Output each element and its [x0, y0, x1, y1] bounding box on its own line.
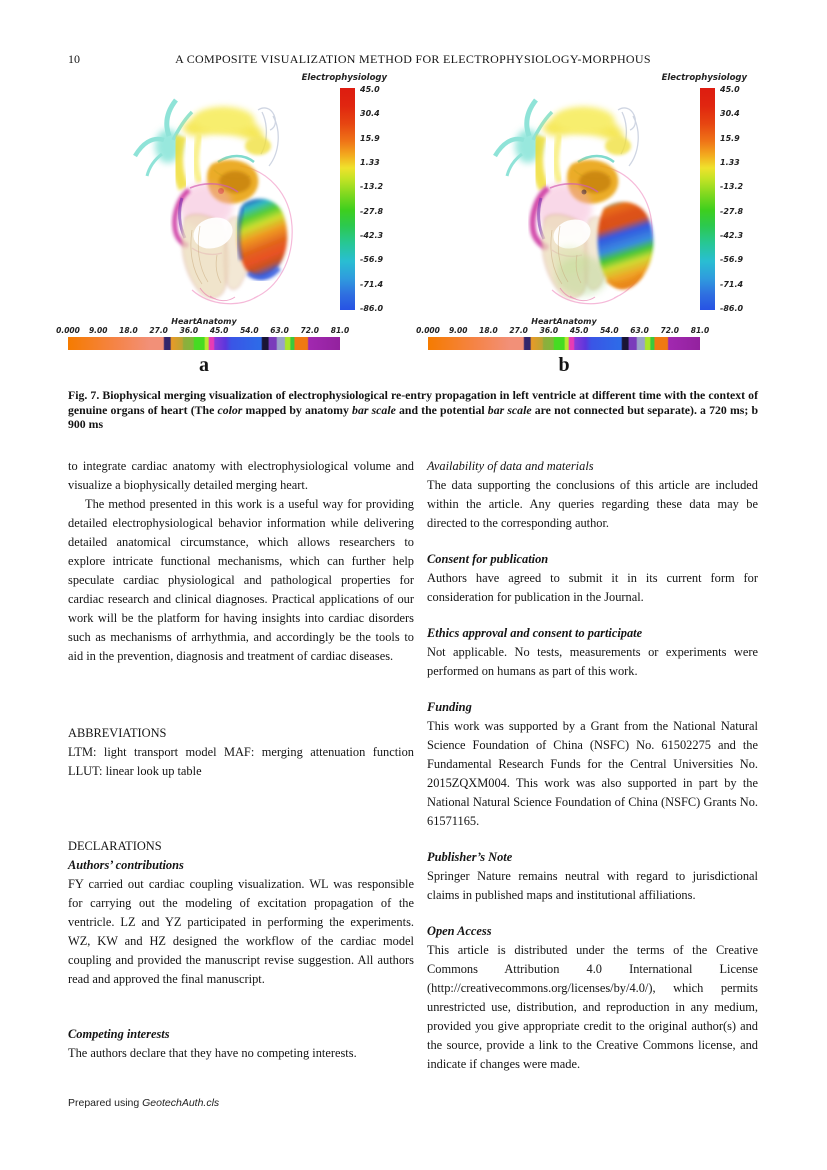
section-spacer — [427, 905, 758, 922]
ep-colorbar-tick: -71.4 — [720, 279, 744, 289]
section-spacer — [427, 533, 758, 550]
paragraph: This article is distributed under the terms of the Creative Commons Attribution 4.0 International License (http://creativecommons.org/licenses/by/4.0/), which permits unrestricted use, distribution, and reproduction in any medium, provided you give appropriate credit to the original author(s) and the source, provide a link to the Creative Commons license, and indicate if changes were made. — [427, 943, 758, 1071]
anatomy-colorbar-tick: 45.0 — [569, 326, 589, 335]
panel-letter-a: a — [199, 354, 209, 376]
section-spacer — [427, 681, 758, 698]
anatomy-colorbar-gradient — [428, 337, 700, 350]
caption-italic-term: color — [217, 402, 243, 417]
ep-colorbar-tick: 30.4 — [360, 109, 380, 119]
anatomy-colorbar-tick: 45.0 — [209, 326, 229, 335]
electrophysiology-colorbar-b — [661, 73, 748, 313]
anatomy-colorbar-tick: 81.0 — [330, 326, 350, 335]
paragraph: to integrate cardiac anatomy with electrophysiological volume and visualize a biophysically detailed merging heart. — [68, 459, 414, 492]
anatomy-colorbar-tick: 0.000 — [416, 326, 440, 335]
panel-letter-b: b — [558, 354, 570, 376]
ep-colorbar-tick: 15.9 — [360, 133, 380, 143]
ep-colorbar-tick: -13.2 — [360, 182, 384, 192]
anatomy-colorbar-tick: 81.0 — [690, 326, 710, 335]
figure-7 — [56, 70, 767, 377]
ep-colorbar-tick: -56.9 — [720, 255, 744, 265]
colorbar-ticks — [720, 85, 743, 313]
anatomy-colorbar-ticks — [416, 326, 710, 336]
paragraph: The authors declare that they have no competing interests. — [68, 1046, 357, 1060]
ep-colorbar-tick: -27.8 — [720, 206, 744, 216]
anatomy-colorbar-tick: 36.0 — [179, 326, 199, 335]
ep-colorbar-tick: 30.4 — [720, 109, 740, 119]
anatomy-colorbar-tick: 63.0 — [630, 326, 649, 335]
colorbar-title: Electrophysiology — [301, 73, 388, 83]
heart-visualization-b — [432, 70, 694, 310]
reentry-potential-patch — [598, 202, 654, 290]
ep-colorbar-tick: 1.33 — [360, 157, 380, 167]
caption-italic-term: bar scale — [352, 402, 396, 417]
anatomy-colorbar-tick: 72.0 — [300, 326, 320, 335]
left-column — [68, 457, 414, 1074]
section-heading: Ethics approval and consent to participate — [427, 626, 643, 640]
paragraph: The method presented in this work is a useful way for providing detailed electrophysiological behavior information while delivering detailed anatomical circumstance, which allows researchers to explore intricate functional mechanisms, which can further help speculate cardiac physiological and pathological properties for cardiac research and clinical diagnoses. Practical applications of our work will be the platform for having insights into cardiac disorders such as mechanisms of arrhythmia, and accordingly be the tools to aid in the prevention, diagnosis and treatment of cardiac diseases. — [68, 497, 414, 663]
section-heading: Consent for publication — [427, 552, 549, 566]
paragraph: FY carried out cardiac coupling visualization. WL was responsible for carrying out the modeling of excitation propagation of the ventricle. LZ and YZ participated in performing the experiments. WZ, KW and HZ designed the workflow of the cardiac model coupling and provided the manuscript revise suggestion. All authors read and approved the final manuscript. — [68, 877, 414, 986]
ep-colorbar-tick: -27.8 — [360, 206, 384, 216]
section-spacer — [427, 607, 758, 624]
heart-visualization-a — [72, 70, 334, 310]
anatomy-colorbar-tick: 9.00 — [88, 326, 108, 335]
anatomy-colorbar-tick: 9.00 — [448, 326, 468, 335]
anatomy-colorbar-gradient — [68, 337, 340, 350]
anatomy-colorbar-tick: 63.0 — [270, 326, 289, 335]
running-title: A COMPOSITE VISUALIZATION METHOD FOR ELECTROPHYSIOLOGY-MORPHOUS — [175, 52, 651, 66]
anatomy-colorbar-tick: 18.0 — [119, 326, 138, 335]
caption-text: mapped by anatomy — [242, 402, 353, 417]
anatomy-colorbar-tick: 36.0 — [539, 326, 559, 335]
colorbar-ticks — [360, 85, 383, 313]
section-heading: Open Access — [427, 924, 492, 938]
page-footer — [68, 1097, 219, 1109]
figure-panel-a — [56, 70, 406, 377]
ep-colorbar-tick: -56.9 — [360, 255, 384, 265]
paragraph: The data supporting the conclusions of this article are included within the article. Any queries regarding these data may be directed to the corresponding author. — [427, 478, 758, 530]
ep-colorbar-tick: 1.33 — [720, 157, 740, 167]
section-heading: Competing interests — [68, 1027, 170, 1041]
heart-anatomy-colorbar-a — [56, 317, 350, 377]
colorbar-gradient — [340, 88, 355, 310]
colorbar-gradient — [700, 88, 715, 310]
paragraph: LTM: light transport model MAF: merging attenuation function LLUT: linear look up table — [68, 745, 414, 778]
paragraph: Springer Nature remains neutral with regard to jurisdictional claims in published maps and institutional affiliations. — [427, 869, 758, 902]
ep-colorbar-tick: -71.4 — [360, 279, 384, 289]
section-heading: Availability of data and materials — [427, 459, 594, 473]
section-spacer — [427, 831, 758, 848]
anatomy-colorbar-tick: 27.0 — [509, 326, 528, 335]
paragraph: Not applicable. No tests, measurements or experiments were performed on humans as part of this work. — [427, 645, 758, 678]
section-spacer — [68, 989, 414, 1025]
section-spacer — [68, 781, 414, 837]
body-text — [68, 457, 758, 1074]
section-heading: Authors’ contributions — [68, 858, 184, 872]
section-spacer — [68, 666, 414, 724]
paragraph: Authors have agreed to submit it in its current form for consideration for publication in the Journal. — [427, 571, 758, 604]
anatomy-colorbar-tick: 0.000 — [56, 326, 80, 335]
anatomy-colorbar-title: HeartAnatomy — [171, 317, 237, 326]
caption-text: and the potential — [395, 402, 488, 417]
ep-colorbar-tick: 15.9 — [720, 133, 740, 143]
anatomy-colorbar-tick: 54.0 — [240, 326, 259, 335]
ep-colorbar-tick: 45.0 — [720, 85, 740, 94]
section-heading: DECLARATIONS — [68, 839, 162, 853]
anatomy-colorbar-title: HeartAnatomy — [531, 317, 597, 326]
figure-caption — [68, 388, 758, 432]
footer-text: Prepared using — [68, 1097, 143, 1109]
ep-colorbar-tick: -42.3 — [360, 230, 384, 240]
section-heading: Funding — [427, 700, 472, 714]
figure-panel-b — [416, 70, 766, 377]
ep-colorbar-tick: 45.0 — [360, 85, 380, 94]
ep-colorbar-tick: -86.0 — [720, 303, 744, 313]
anatomy-colorbar-tick: 27.0 — [149, 326, 168, 335]
page-number: 10 — [68, 52, 80, 66]
anatomy-colorbar-tick: 18.0 — [479, 326, 498, 335]
section-heading: Publisher’s Note — [427, 850, 513, 864]
ep-colorbar-tick: -13.2 — [720, 182, 744, 192]
caption-text: Fig. 7. Biophysical merging visualization of electrophysiological re-entry propagation in left ventricle at different time with the context of genuine organs of heart (The — [68, 388, 758, 417]
anatomy-colorbar-tick: 72.0 — [660, 326, 680, 335]
right-column — [427, 457, 758, 1074]
ep-colorbar-tick: -42.3 — [720, 230, 744, 240]
ep-colorbar-tick: -86.0 — [360, 303, 384, 313]
reentry-potential-patch — [237, 199, 287, 278]
anatomy-colorbar-tick: 54.0 — [600, 326, 619, 335]
colorbar-title: Electrophysiology — [661, 73, 748, 83]
section-heading: ABBREVIATIONS — [68, 726, 167, 740]
caption-italic-term: bar scale — [487, 402, 532, 417]
footer-class-file: GeotechAuth.cls — [142, 1097, 220, 1109]
anatomy-colorbar-ticks — [56, 326, 350, 336]
paragraph: This work was supported by a Grant from the National Natural Science Foundation of China (NSFC) No. 61502275 and the Fundamental Research Funds for the Central Universities No. 2015ZQXM004. This work was also supported in part by the National Natural Science Foundation of China (NSFC) Grants No. 61571165. — [427, 719, 758, 828]
heart-anatomy-colorbar-b — [416, 317, 710, 377]
page-header — [68, 52, 758, 67]
caption-text: are not connected but separate). a 720 ms; b 900 ms — [68, 402, 759, 432]
electrophysiology-colorbar-a — [301, 73, 388, 313]
